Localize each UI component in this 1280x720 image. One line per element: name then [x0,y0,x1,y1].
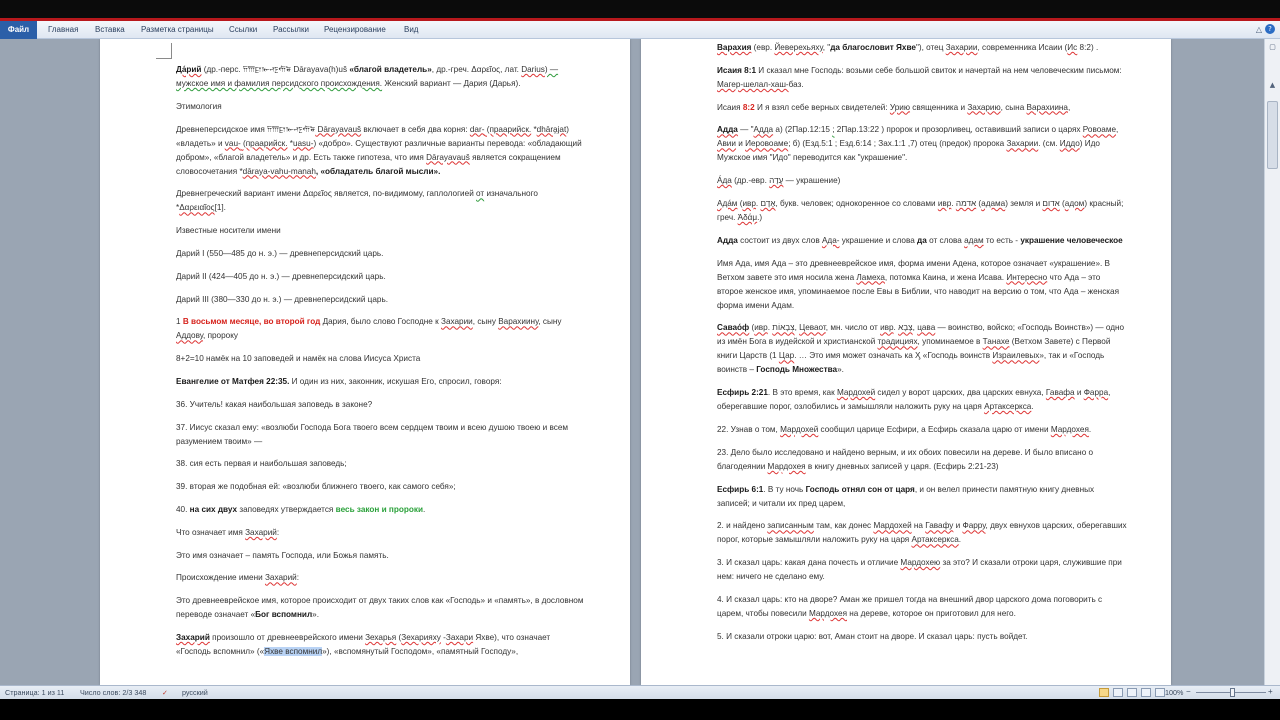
tab-mailings[interactable]: Рассылки [273,25,309,34]
heading-etymology: Этимология [176,101,222,111]
web-layout-view-button[interactable] [1127,688,1137,697]
paragraph-name-origin: Происхождение имени Захарий: [176,573,300,583]
verse-5: 5. И сказали отроки царю: вот, Аман стоит на дворе. И сказал царь: пусть войдет. [717,631,1028,641]
paragraph-matthew: Евангелие от Матфея 22:35. И один из них, законник, искушая Его, спросил, говоря: [176,376,502,386]
paragraph-etymology: Древнеперсидское имя 𐎭𐎠𐎼𐎹𐎺𐎢𐏁 Dārayavauš включает в себя два корня: dar- (праарийск. *dhāra̯jat) «владеть» и vau- (праарийск. *uasu-) «добро». Существуют различные варианты перевода: «обладающий добром», «благой владетель» и др. Есть также гипотеза, что имя Dārayavauš является сокращением словосочетания *dāraya-vahu-manah, «обладатель благой мысли». [176,124,582,176]
verse-39: 39. вторая же подобная ей: «возлюби ближнего твоего, как самого себя»; [176,482,456,492]
page-right-text[interactable] [717,41,1127,653]
word-count[interactable]: Число слов: 2/3 348 [80,688,147,697]
paragraph-adam: Ада́м (ивр. אָדָם, букв. человек; однокоренное со словами ивр. אדמה (адама) земля и אדום (адом) красный; греч. Ἀδάμ.) [717,198,1124,222]
verse-2: 2. и найдено записанным там, как донес Мардохей на Гавафу и Фарру, двух евнухов царских, оберегавших порог, которые замышляли наложить руку на царя Артаксеркса. [717,521,1127,545]
tab-insert[interactable]: Вставка [95,25,125,34]
zoom-in-icon[interactable]: + [1268,687,1273,696]
verse-23: 23. Дело было исследовано и найдено верным, и их обоих повесили на дереве. И было вписано о благодеянии Мардохея в книгу дневных записей у царя. (Есфирь 2:21-23) [717,447,1094,471]
list-item: Дарий III (380—330 до н. э.) — древнеперсидский царь. [176,294,389,304]
heading-famous-bearers: Известные носители имени [176,226,281,236]
scroll-up-icon[interactable]: ▲ [1269,81,1276,89]
help-icon[interactable]: ? [1265,24,1275,34]
outline-view-button[interactable] [1141,688,1151,697]
tab-home[interactable]: Главная [48,25,79,34]
tab-review[interactable]: Рецензирование [324,25,386,34]
status-bar [0,685,1280,699]
paragraph-adda: Адда — "Адда а) (2Пар.12:15 ; 2Пар.13:22 ) пророк и прозорливец, оставивший записи о царях Ровоаме, Авии и Иеровоаме; б) (Езд.5:1 ; Езд.6:14 ; Зах.1:1 ,7) отец (предок) пророка Захарии. (см. Иддо) Идо Мужское имя "Идо" переводится как "украшение". [717,125,1119,163]
scroll-thumb[interactable] [1267,101,1278,169]
print-layout-view-button[interactable] [1099,688,1109,697]
document-area [0,39,1264,685]
paragraph-ada-name: Имя Ада, имя Ада – это древнееврейское имя, форма имени Адена, которое означает «украшение». В Ветхом завете это имя носила жена Ламеха, потомка Каина, и жена Исава. Интересно что Ада – это второе женское имя, упоминаемое после Евы в Библии, что наводит на версию о том, что Ада – женская форма имени Адам. [717,258,1120,310]
full-screen-view-button[interactable] [1113,688,1123,697]
paragraph-name-meaning: Что означает имя Захарий: [176,527,280,537]
paragraph-esther-2-21: Есфирь 2:21. В это время, как Мардохей сидел у ворот царских, два царских евнуха, Гавафа и Фарра, оберегавшие порог, озлобились и замышляли наложить руку на царя Артаксеркса. [717,388,1111,412]
ribbon-tab-bar [0,21,1280,39]
paragraph-esther-6-1: Есфирь 6:1. В ту ночь Господь отнял сон от царя, и он велел принести памятную книгу дневных записей; и читали их пред царем, [717,484,1095,508]
verse-38: 38. сия есть первая и наибольшая заповедь; [176,459,347,469]
proofing-icon[interactable]: ✓ [162,688,169,697]
paragraph-name-memory: Это имя означает – память Господа, или Божья память. [176,550,389,560]
paragraph-sabaoth: Савао́ф (ивр. צְבָאוֹת, Цеваот, мн. число от ивр. צָבָא, цава — воинство, войско; «Господь Воинств») — одно из имён Бога в иудейской и христианской традициях, упоминаемое в Танахе (Ветхом Завете) с Первой книги Царств (1 Цар. … Это имя может означать ка Ӽ «Господь воинств Израилевых», так и «Господь воинств – Господь Множества». [717,323,1125,375]
paragraph-zechariah-origin: Захарий произошло от древнееврейского имени Зехарья (Зехарияху -Захари Яхве), что означает «Господь вспомнил» («Яхве вспомнил»), «вспомянутый Господом», «памятный Господу», [176,632,551,656]
paragraph-darius-intro: Да́рий (др.-перс. 𐎭𐎠𐎼𐎹𐎺𐎢𐏁 Dārayava(h)uš «благой владетель», др.-греч. Δαρεῖος, лат. Darius) — мужское имя и фамилия персидского происхождения. Женский вариант — Дария (Дарья). [176,65,559,88]
page-left [100,39,630,685]
tab-view[interactable]: Вид [404,25,419,34]
paragraph-isaiah-8-1: Исаия 8:1 И сказал мне Господь: возьми себе большой свиток и начертай на нем человеческим письмом: Магер-шелал-хаш-баз. [717,65,1122,89]
paragraph-isaiah-8-2: Исаия 8:2 И я взял себе верных свидетелей: Урию священника и Захарию, сына Варахиина, [717,102,1071,112]
paragraph-adda-meaning: Адда состоит из двух слов Ада- украшение и слова да от слова адам то есть - украшение человеческое [717,235,1123,245]
page-right [641,39,1171,685]
page-counter[interactable]: Страница: 1 из 11 [5,688,65,697]
paragraph-ada: А́да (др.-евр. עָדָה — украшение) [717,176,841,186]
verse-3: 3. И сказал царь: какая дана почесть и отличие Мардохею за это? И сказали отроки царя, служившие при нем: ничего не сделано ему. [717,558,1122,582]
draft-view-button[interactable] [1155,688,1165,697]
paragraph-commandments-hint: 8+2=10 намёк на 10 заповедей и намёк на слова Иисуса Христа [176,354,421,364]
tab-page-layout[interactable]: Разметка страницы [141,25,214,34]
tab-file[interactable]: Файл [0,21,37,39]
paragraph-zechariah-1: 1 В восьмом месяце, во второй год Дария, было слово Господне к Захарии, сыну Варахиину, сыну Аддову, пророку [176,317,562,341]
verse-36: 36. Учитель! какая наибольшая заповедь в законе? [176,399,373,409]
paragraph-greek-variant: Древнегреческий вариант имени Δαρεῖος является, по-видимому, гаплологией от изначального *Δαρειαῖος[1]. [176,189,538,213]
zoom-level[interactable]: 100% [1165,688,1184,697]
paragraph-barachiah: Варахия (евр. Йеверехьяху, "да благословит Яхве"), отец Захарии, современника Исаии (Ис 8:2) . [717,43,1099,52]
screen-bottom-border [0,699,1280,720]
verse-40: 40. на сих двух заповедях утверждается весь закон и пророки. [176,504,426,514]
list-item: Дарий I (550—485 до н. э.) — древнеперсидский царь. [176,248,384,258]
margin-corner-mark [156,43,172,59]
tab-references[interactable]: Ссылки [229,25,258,34]
ruler-toggle-icon[interactable]: ▢ [1269,43,1276,51]
zoom-slider-thumb[interactable] [1230,688,1235,697]
title-bar [0,0,1280,18]
list-item: Дарий II (424—405 до н. э.) — древнеперсидский царь. [176,271,386,281]
vertical-scrollbar[interactable] [1264,39,1280,685]
verse-37: 37. Иисус сказал ему: «возлюби Господа Бога твоего всем сердцем твоим и всею душою твоею и всем разумением твоим» — [176,422,568,446]
paragraph-hebrew-origin: Это древнееврейское имя, которое происходит от двух таких слов как «Господь» и «память», в дословном переводе означает «Бог вспомнил». [176,596,584,620]
zoom-out-icon[interactable]: − [1186,687,1191,696]
page-left-text[interactable] [176,63,586,668]
verse-22: 22. Узнав о том, Мардохей сообщил царице Есфири, а Есфирь сказала царю от имени Мардохея. [717,424,1092,434]
verse-4: 4. И сказал царь: кто на дворе? Аман же пришел тогда на внешний двор царского дома поговорить с царем, чтобы повесили Мардохея на дереве, которое он приготовил для него. [717,594,1103,618]
selected-text: Яхве вспомнил [264,646,323,656]
ribbon-minimize-icon[interactable]: △ [1255,25,1262,34]
language-indicator[interactable]: русский [182,688,208,697]
